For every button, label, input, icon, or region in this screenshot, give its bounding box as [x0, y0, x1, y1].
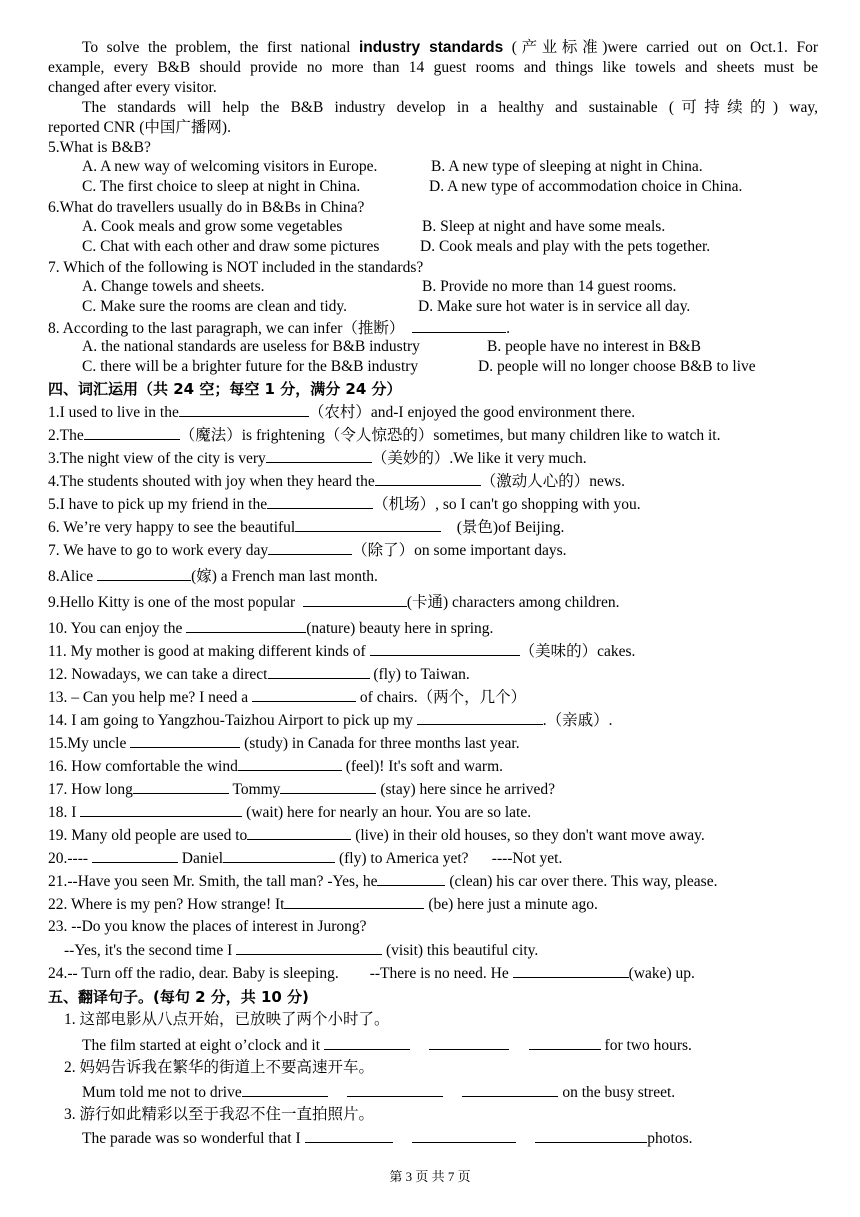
answer-blank[interactable] — [236, 940, 382, 955]
option-a: A. Cook meals and grow some vegetables — [82, 218, 343, 235]
option-a: A. A new way of welcoming visitors in Europe. — [82, 158, 378, 175]
answer-blank[interactable] — [223, 848, 335, 863]
answer-blank[interactable] — [186, 618, 306, 633]
answer-blank[interactable] — [370, 641, 520, 656]
vocab-item-13: 13. – Can you help me? I need a of chairs.（两个，几个） — [48, 689, 527, 706]
answer-blank[interactable] — [84, 425, 180, 440]
answer-blank[interactable] — [412, 1128, 516, 1143]
option-b: B. people have no interest in B&B — [487, 338, 701, 355]
vocab-item-22: 22. Where is my pen? How strange! It (be) here just a minute ago. — [48, 896, 598, 913]
translation-1-chinese: 1. 这部电影从八点开始，已放映了两个小时了。 — [64, 1011, 390, 1028]
answer-blank[interactable] — [295, 517, 441, 532]
answer-blank[interactable] — [462, 1082, 558, 1097]
vocab-item-4: 4.The students shouted with joy when they heard the （激动人心的）news. — [48, 473, 625, 490]
vocab-item-23: 23. --Do you know the places of interest in Jurong? — [48, 918, 367, 935]
option-a: A. the national standards are useless for B&B industry — [82, 338, 420, 355]
vocab-item-6: 6. We’re very happy to see the beautiful (景色)of Beijing. — [48, 519, 565, 536]
answer-blank[interactable] — [133, 779, 229, 794]
section-4-title: 四、词汇运用（共 24 空；每空 1 分，满分 24 分） — [48, 380, 402, 398]
answer-blank[interactable] — [266, 448, 372, 463]
vocab-item-17: 17. How long Tommy (stay) here since he arrived? — [48, 781, 556, 798]
passage-paragraph-1-line-2: example, every B&B should provide no more than 14 guest rooms and things like towels and sheets must be — [48, 59, 818, 76]
vocab-item-5: 5.I have to pick up my friend in the （机场）, so I can't go shopping with you. — [48, 496, 641, 513]
answer-blank[interactable] — [247, 825, 351, 840]
vocab-item-2: 2.The （魔法）is frightening（令人惊恐的）sometimes, but many children like to watch it. — [48, 427, 721, 444]
answer-blank[interactable] — [268, 664, 370, 679]
answer-blank[interactable] — [280, 779, 376, 794]
vocab-item-18: 18. I (wait) here for nearly an hour. You are so late. — [48, 804, 532, 821]
option-d: D. people will no longer choose B&B to live — [478, 358, 756, 375]
answer-blank[interactable] — [97, 566, 191, 581]
answer-blank[interactable] — [284, 894, 424, 909]
option-c: C. Make sure the rooms are clean and tidy. — [82, 298, 347, 315]
translation-2-english: Mum told me not to drive on the busy street. — [82, 1084, 676, 1101]
vocab-item-23-answer: --Yes, it's the second time I (visit) this beautiful city. — [64, 942, 539, 959]
answer-blank[interactable] — [252, 687, 356, 702]
option-d: D. A new type of accommodation choice in China. — [429, 178, 743, 195]
answer-blank[interactable] — [513, 963, 629, 978]
answer-blank[interactable] — [377, 871, 445, 886]
page-footer: 第 3 页 共 7 页 — [389, 1169, 471, 1184]
vocab-item-19: 19. Many old people are used to (live) in their old houses, so they don't want move away. — [48, 827, 705, 844]
question-6: 6.What do travellers usually do in B&Bs in China? — [48, 199, 365, 216]
question-8: 8. According to the last paragraph, we can infer（推断） . — [48, 320, 511, 337]
vocab-item-20: 20.---- Daniel (fly) to America yet? ----Not yet. — [48, 850, 563, 867]
passage-paragraph-2-line-1: The standards will help the B&B industry develop in a healthy and sustainable (可持续的) way, — [82, 99, 818, 116]
option-c: C. there will be a brighter future for the B&B industry — [82, 358, 419, 375]
answer-blank[interactable] — [375, 471, 481, 486]
answer-blank[interactable] — [429, 1035, 509, 1050]
vocab-item-24: 24.-- Turn off the radio, dear. Baby is sleeping. --There is no need. He (wake) up. — [48, 965, 695, 982]
question-7: 7. Which of the following is NOT included in the standards? — [48, 259, 424, 276]
bold-term: industry standards — [358, 39, 504, 56]
answer-blank[interactable] — [267, 494, 373, 509]
passage-paragraph-2-line-2: reported CNR (中国广播网). — [48, 119, 231, 136]
answer-blank[interactable] — [324, 1035, 410, 1050]
option-b: B. A new type of sleeping at night in China. — [431, 158, 703, 175]
vocab-item-10: 10. You can enjoy the (nature) beauty here in spring. — [48, 620, 494, 637]
translation-3-english: The parade was so wonderful that I photos. — [82, 1130, 693, 1147]
answer-blank[interactable] — [130, 733, 240, 748]
answer-blank[interactable] — [412, 318, 506, 333]
vocab-item-7: 7. We have to go to work every day （除了）on some important days. — [48, 542, 567, 559]
option-d: D. Make sure hot water is in service all day. — [418, 298, 691, 315]
vocab-item-21: 21.--Have you seen Mr. Smith, the tall man? -Yes, he (clean) his car over there. This way, please. — [48, 873, 718, 890]
passage-paragraph-1-line-3: changed after every visitor. — [48, 79, 217, 96]
vocab-item-8: 8.Alice (嫁) a French man last month. — [48, 568, 378, 585]
translation-1-english: The film started at eight o’clock and it for two hours. — [82, 1037, 692, 1054]
option-b: B. Provide no more than 14 guest rooms. — [422, 278, 677, 295]
answer-blank[interactable] — [179, 402, 309, 417]
answer-blank[interactable] — [242, 1082, 328, 1097]
vocab-item-14: 14. I am going to Yangzhou-Taizhou Airport to pick up my .（亲戚）. — [48, 712, 613, 729]
answer-blank[interactable] — [529, 1035, 601, 1050]
option-c: C. The first choice to sleep at night in China. — [82, 178, 361, 195]
vocab-item-16: 16. How comfortable the wind (feel)! It's soft and warm. — [48, 758, 504, 775]
translation-2-chinese: 2. 妈妈告诉我在繁华的街道上不要高速开车。 — [64, 1059, 375, 1076]
answer-blank[interactable] — [92, 848, 178, 863]
answer-blank[interactable] — [268, 540, 352, 555]
option-c: C. Chat with each other and draw some pictures — [82, 238, 380, 255]
option-d: D. Cook meals and play with the pets together. — [420, 238, 711, 255]
section-5-title: 五、翻译句子。(每句 2 分，共 10 分) — [48, 988, 309, 1006]
answer-blank[interactable] — [80, 802, 242, 817]
answer-blank[interactable] — [305, 1128, 393, 1143]
vocab-item-3: 3.The night view of the city is very （美妙的）.We like it very much. — [48, 450, 587, 467]
vocab-item-11: 11. My mother is good at making different kinds of （美味的）cakes. — [48, 643, 636, 660]
vocab-item-15: 15.My uncle (study) in Canada for three months last year. — [48, 735, 520, 752]
answer-blank[interactable] — [347, 1082, 443, 1097]
question-5: 5.What is B&B? — [48, 139, 151, 156]
answer-blank[interactable] — [417, 710, 543, 725]
vocab-item-1: 1.I used to live in the （农村）and-I enjoyed the good environment there. — [48, 404, 636, 421]
translation-3-chinese: 3. 游行如此精彩以至于我忍不住一直拍照片。 — [64, 1106, 375, 1123]
option-a: A. Change towels and sheets. — [82, 278, 265, 295]
vocab-item-9: 9.Hello Kitty is one of the most popular (卡通) characters among children. — [48, 594, 620, 611]
answer-blank[interactable] — [238, 756, 342, 771]
passage-paragraph-1-line-1: To solve the problem, the first national industry standards (产业标准)were carried out on Oct.1. For — [82, 39, 818, 56]
answer-blank[interactable] — [303, 592, 407, 607]
option-b: B. Sleep at night and have some meals. — [422, 218, 666, 235]
vocab-item-12: 12. Nowadays, we can take a direct (fly) to Taiwan. — [48, 666, 470, 683]
answer-blank[interactable] — [535, 1128, 647, 1143]
